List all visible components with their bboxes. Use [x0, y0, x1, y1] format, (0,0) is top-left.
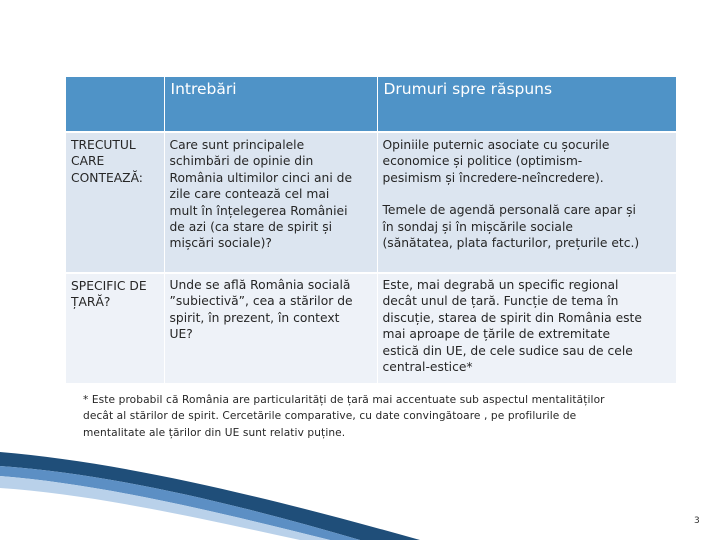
decorative-swoosh: [0, 440, 720, 540]
table-row: [66, 132, 676, 273]
row-answer: Este, mai degrabă un specific regional decât unul de țară. Funcție de tema în discuție, starea de spirit din România este mai aproape de țările de extremitate estică din UE, de cele sudice sau de cele central-estice*: [382, 278, 642, 375]
header-empty-cell: [66, 77, 164, 132]
row-label: SPECIFIC DE ȚARĂ?: [71, 279, 147, 310]
row-question: Unde se află România socială ”subiectivă”, cea a stărilor de spirit, în prezent, în context UE?: [169, 278, 353, 342]
row-label: TRECUTUL CARE CONTEAZĂ:: [71, 138, 143, 185]
row-question: Care sunt principalele schimbări de opinie din România ultimilor cinci ani de zile care contează cel mai mult în înțelegerea României de azi (ca stare de spirit și mișcări sociale)?: [169, 138, 353, 251]
footnote: * Este probabil că România are particularități de țară mai accentuate sub aspectul mentalităților decât al stărilor de spirit. Cercetările comparative, cu date convingătoare , pe profilurile de mentalitate ale țărilor din UE sunt relativ puține.: [83, 394, 605, 439]
header-questions: Intrebări: [164, 77, 377, 132]
table-header-row: [66, 77, 676, 132]
table-row: [66, 273, 676, 383]
row-answer-paragraph: Opiniile puternic asociate cu șocurile economice și politice (optimism- pesimism și încredere-neîncredere).: [382, 138, 610, 185]
row-answer-paragraph: Temele de agendă personală care apar și în sondaj și în mișcările sociale (sănătatea, plata facturilor, prețurile etc.): [382, 203, 640, 251]
content-table: [66, 77, 676, 383]
page-number: 3: [694, 516, 700, 526]
header-answers: Drumuri spre răspuns: [377, 77, 676, 132]
